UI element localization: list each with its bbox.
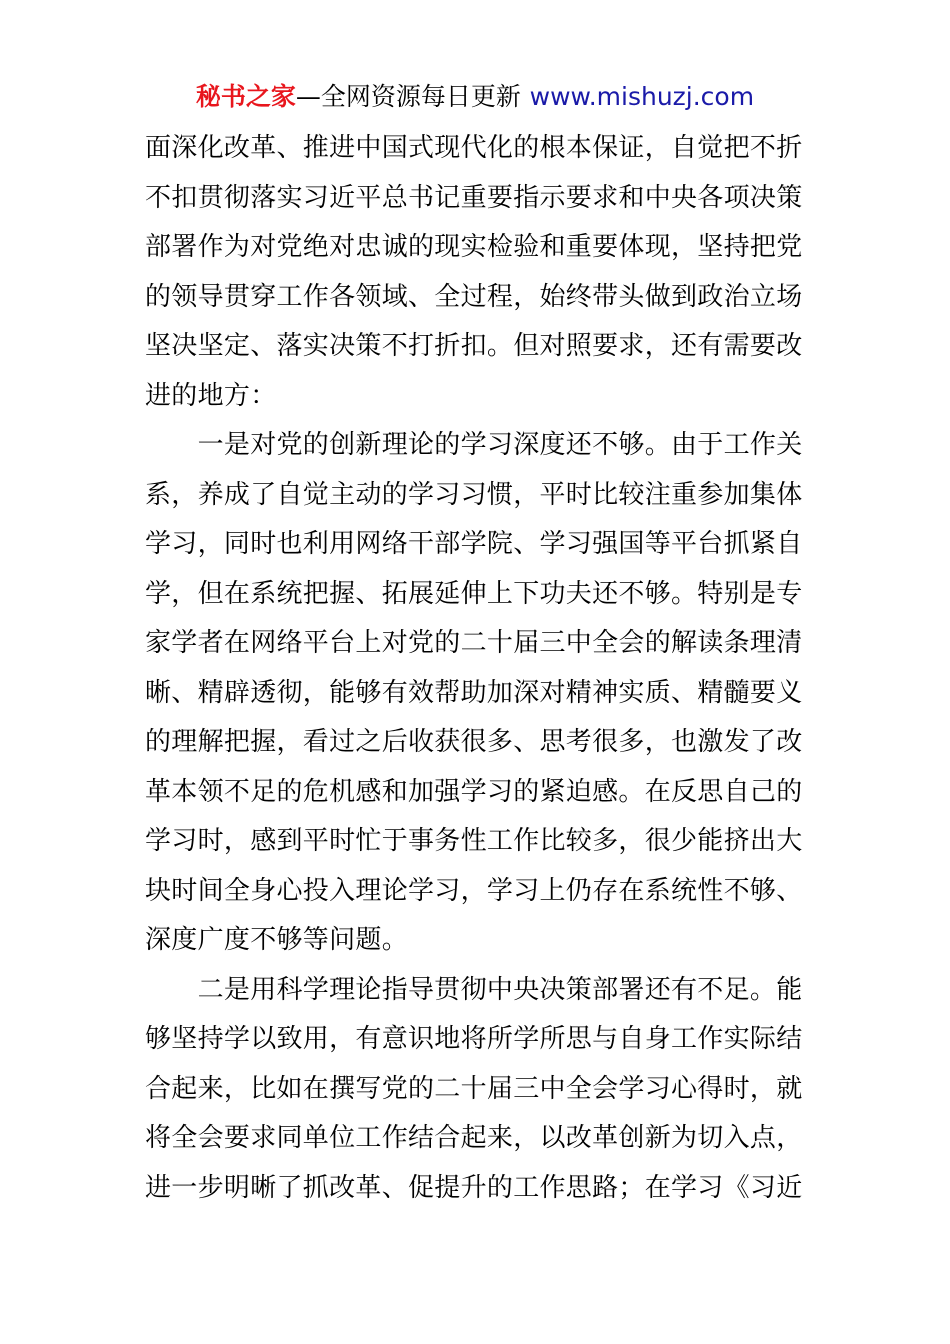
text-line: 二是用科学理论指导贯彻中央决策部署还有不足。能 [145, 974, 803, 1005]
text-line: 一是对党的创新理论的学习深度还不够。由于工作关 [145, 430, 803, 460]
text-line: 学习，同时也利用网络干部学院、学习强国等平台抓紧自 [145, 529, 803, 559]
text-line: 将全会要求同单位工作结合起来，以改革创新为切入点， [145, 1123, 803, 1153]
text-line: 的领导贯穿工作各领域、全过程，始终带头做到政治立场 [145, 281, 803, 312]
text-line: 坚决坚定、落实决策不打折扣。但对照要求，还有需要改 [145, 331, 803, 361]
document-body [145, 124, 811, 1213]
text-line: 革本领不足的危机感和加强学习的紧迫感。在反思自己的 [145, 776, 803, 807]
text-line: 面深化改革、推进中国式现代化的根本保证，自觉把不折 [145, 133, 803, 163]
text-line: 进的地方： [145, 380, 277, 411]
text-line: 学，但在系统把握、拓展延伸上下功夫还不够。特别是专 [145, 578, 803, 609]
text-line: 深度广度不够等问题。 [145, 925, 409, 955]
header-tagline: —全网资源每日更新 [295, 82, 521, 111]
text-line: 不扣贯彻落实习近平总书记重要指示要求和中央各项决策 [145, 182, 803, 213]
text-line: 晰、精辟透彻，能够有效帮助加深对精神实质、精髓要义 [145, 677, 803, 708]
text-line: 进一步明晰了抓改革、促提升的工作思路；在学习《习近 [145, 1172, 803, 1203]
site-header [0, 80, 950, 114]
site-url[interactable]: www.mishuzj.com [529, 82, 755, 111]
text-line: 的理解把握，看过之后收获很多、思考很多，也激发了改 [145, 727, 803, 757]
text-line: 部署作为对党绝对忠诚的现实检验和重要体现，坚持把党 [145, 232, 803, 262]
text-line: 学习时，感到平时忙于事务性工作比较多，很少能挤出大 [145, 826, 803, 856]
text-line: 系，养成了自觉主动的学习习惯，平时比较注重参加集体 [145, 479, 803, 510]
brand-name: 秘书之家 [195, 82, 296, 111]
text-line: 合起来，比如在撰写党的二十届三中全会学习心得时，就 [145, 1073, 803, 1104]
text-line: 家学者在网络平台上对党的二十届三中全会的解读条理清 [145, 628, 803, 658]
text-line: 够坚持学以致用，有意识地将所学所思与自身工作实际结 [145, 1024, 803, 1054]
text-line: 块时间全身心投入理论学习，学习上仍存在系统性不够、 [145, 875, 803, 906]
